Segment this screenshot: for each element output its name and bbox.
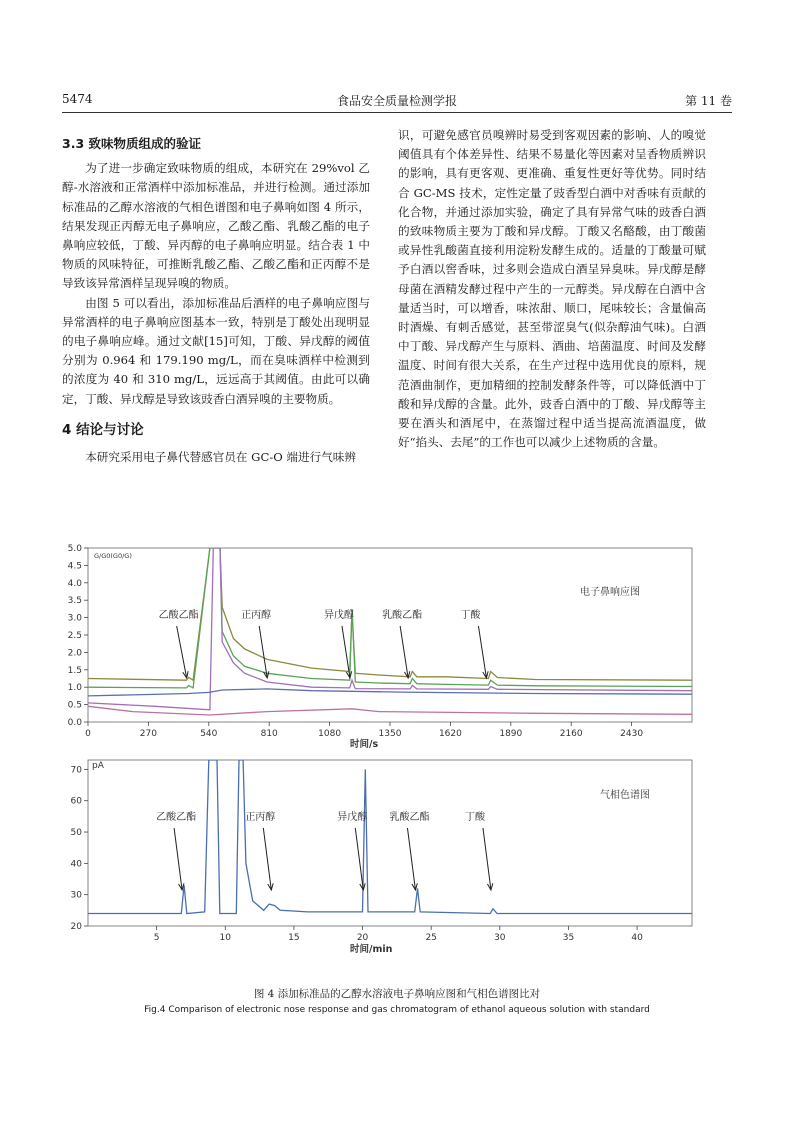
caption-cn: 图 4 添加标准品的乙醇水溶液电子鼻响应图和气相色谱图比对: [253, 988, 541, 1000]
y-axis-label: G/G0(G0/G): [94, 552, 132, 560]
x-tick-label: 30: [494, 933, 506, 943]
annotation-label: 正丙醇: [241, 610, 272, 621]
annotation-arrow: [355, 828, 363, 890]
annotation-arrow: [400, 626, 408, 678]
x-tick-label: 25: [425, 933, 437, 943]
section-4-title: 4 结论与讨论: [62, 421, 144, 438]
annotation-arrow: [407, 828, 415, 890]
y-tick-label: 1.5: [67, 665, 82, 676]
x-tick-label: 540: [200, 729, 218, 739]
volume-label: 第 11 卷: [685, 94, 732, 108]
x-tick-label: 1350: [378, 729, 402, 739]
y-tick-label: 0.5: [67, 700, 82, 711]
x-axis-label: 时间/min: [350, 944, 393, 955]
annotation-arrow: [478, 626, 486, 678]
y-tick-label: 5.0: [67, 544, 82, 554]
annotation-label: 丁酸: [460, 610, 481, 621]
figure-4: [60, 540, 736, 990]
y-tick-label: 40: [70, 859, 82, 870]
y-tick-label: 70: [70, 765, 82, 776]
paragraph: 由图 5 可以看出，添加标准品后酒样的电子鼻响应图与异常酒样的电子鼻响应图基本一致，特别是丁酸处出现明显的电子鼻响应峰。通过文献[15]可知，丁酸、异戊醇的阈值分别为 0.964 和 179.190 mg/L，而在臭味酒样中检测到的浓度为 40 和 310 mg/L，远远高于其阈值。由此可以确定，丁酸、异戊醇是导致该豉香白酒异嗅的主要物质。: [62, 295, 370, 406]
paragraph: 识，可避免感官员嗅辨时易受到客观因素的影响、人的嗅觉阈值具有个体差异性、结果不易量化等因素对呈香物质辨识的影响，具有更客观、更准确、重复性更好等优势。同时结合 GC-MS 技术，定性定量了豉香型白酒中对香味有贡献的化合物，并通过添加实验，确定了具有异常气味的豉香白酒的致味物质主要为丁酸和异戊醇。丁酸又名酪酸，由丁酸菌或异性乳酸菌直接利用淀粉发酵生成的。适量的丁酸量可赋予白酒以窖香味，过多则会造成白酒呈异臭味。异戊醇是酵母菌在酒精发酵过程中产生的一元醇类。异戊醇在白酒中含量适当时，可以增香，味浓甜、顺口，尾味较长；含量偏高时酒燥、有刺舌感觉，甚至带涩臭气(似杂醇油气味)。白酒中丁酸、异戊醇产生与原料、酒曲、培菌温度、时间及发酵温度、时间有很大关系，在生产过程中选用优良的原料，规范酒曲制作，更加精细的控制发酵条件等，可以降低酒中丁酸和异戊醇的含量。此外，豉香白酒中的丁酸、异戊醇等主要在酒头和酒尾中，在蒸馏过程中适当提高流酒温度，做好“掐头、去尾”的工作也可以减少上述物质的含量。: [398, 128, 706, 450]
y-tick-label: 50: [70, 828, 82, 839]
y-tick-label: 20: [70, 922, 82, 932]
x-tick-label: 1890: [499, 729, 523, 739]
x-tick-label: 2430: [620, 729, 644, 739]
y-tick-label: 2.0: [67, 648, 82, 659]
caption-en: Fig.4 Comparison of electronic nose response and gas chromatogram of ethanol aqueous solution with standard: [144, 1005, 650, 1015]
figure-caption: [0, 986, 794, 1018]
x-tick-label: 20: [356, 933, 369, 943]
annotation-arrow: [174, 828, 182, 890]
annotation-label: 正丙醇: [245, 812, 276, 823]
x-tick-label: 2160: [559, 729, 583, 739]
annotation-arrow: [263, 828, 271, 890]
y-tick-label: 4.5: [67, 561, 82, 572]
annotation-label: 乙酸乙酯: [156, 812, 197, 823]
panel-title: 电子鼻响应图: [580, 587, 640, 598]
x-tick-label: 40: [631, 933, 643, 943]
x-tick-label: 15: [288, 933, 300, 943]
x-tick-label: 0: [85, 729, 91, 739]
annotation-label: 异戊醇: [323, 610, 354, 621]
paragraph: 为了进一步确定致味物质的组成，本研究在 29%vol 乙醇-水溶液和正常酒样中添加标准品，并进行检测。通过添加标准品的乙醇水溶液的气相色谱图和电子鼻响如图 4 所示，结果发现正丙醇无电子鼻响应，乙酸乙酯、乳酸乙酯的电子鼻响应较低，丁酸、异丙醇的电子鼻响应明显。结合表 1 中物质的风味特征，可推断乳酸乙酯、乙酸乙酯和正丙醇不是导致该异常酒样呈现异嗅的物质。: [62, 161, 370, 291]
paragraph: 本研究采用电子鼻代替感官员在 GC-O 端进行气味辨: [85, 450, 356, 465]
series-line: [88, 760, 692, 914]
annotation-label: 乳酸乙酯: [382, 610, 423, 621]
x-tick-label: 270: [139, 729, 157, 739]
x-axis-label: 时间/s: [350, 739, 379, 750]
left-column: [62, 126, 370, 467]
y-tick-label: 2.5: [67, 631, 82, 641]
y-tick-label: 3.5: [67, 596, 82, 607]
y-tick-label: 60: [70, 796, 82, 807]
y-tick-label: 1.0: [67, 683, 82, 694]
x-tick-label: 10: [219, 933, 231, 943]
x-tick-label: 35: [562, 933, 575, 943]
journal-title: 食品安全质量检测学报: [336, 94, 457, 108]
running-header: [62, 90, 732, 113]
annotation-arrow: [483, 828, 491, 890]
plot-frame: [88, 760, 692, 926]
annotation-label: 乳酸乙酯: [389, 812, 430, 823]
y-tick-label: 4.0: [67, 578, 82, 589]
page-number: 5474: [62, 92, 93, 106]
x-tick-label: 5: [153, 933, 160, 943]
y-tick-label: 0.0: [67, 718, 82, 728]
annotation-arrow: [259, 626, 267, 678]
panel-title: 气相色谱图: [600, 790, 650, 801]
y-axis-label: pA: [92, 761, 104, 771]
section-3-3-title: 3.3 致味物质组成的验证: [62, 136, 201, 151]
x-tick-label: 1620: [438, 729, 462, 739]
right-column: [398, 126, 706, 452]
y-tick-label: 30: [70, 890, 82, 901]
annotation-label: 乙酸乙酯: [158, 610, 199, 621]
y-tick-label: 3.0: [67, 613, 82, 624]
x-tick-label: 810: [260, 729, 278, 739]
figure-svg: [60, 540, 736, 990]
annotation-arrow: [342, 626, 350, 678]
annotation-label: 异戊醇: [337, 812, 368, 823]
annotation-arrow: [177, 626, 187, 678]
annotation-label: 丁酸: [464, 812, 485, 823]
x-tick-label: 1080: [318, 729, 342, 739]
